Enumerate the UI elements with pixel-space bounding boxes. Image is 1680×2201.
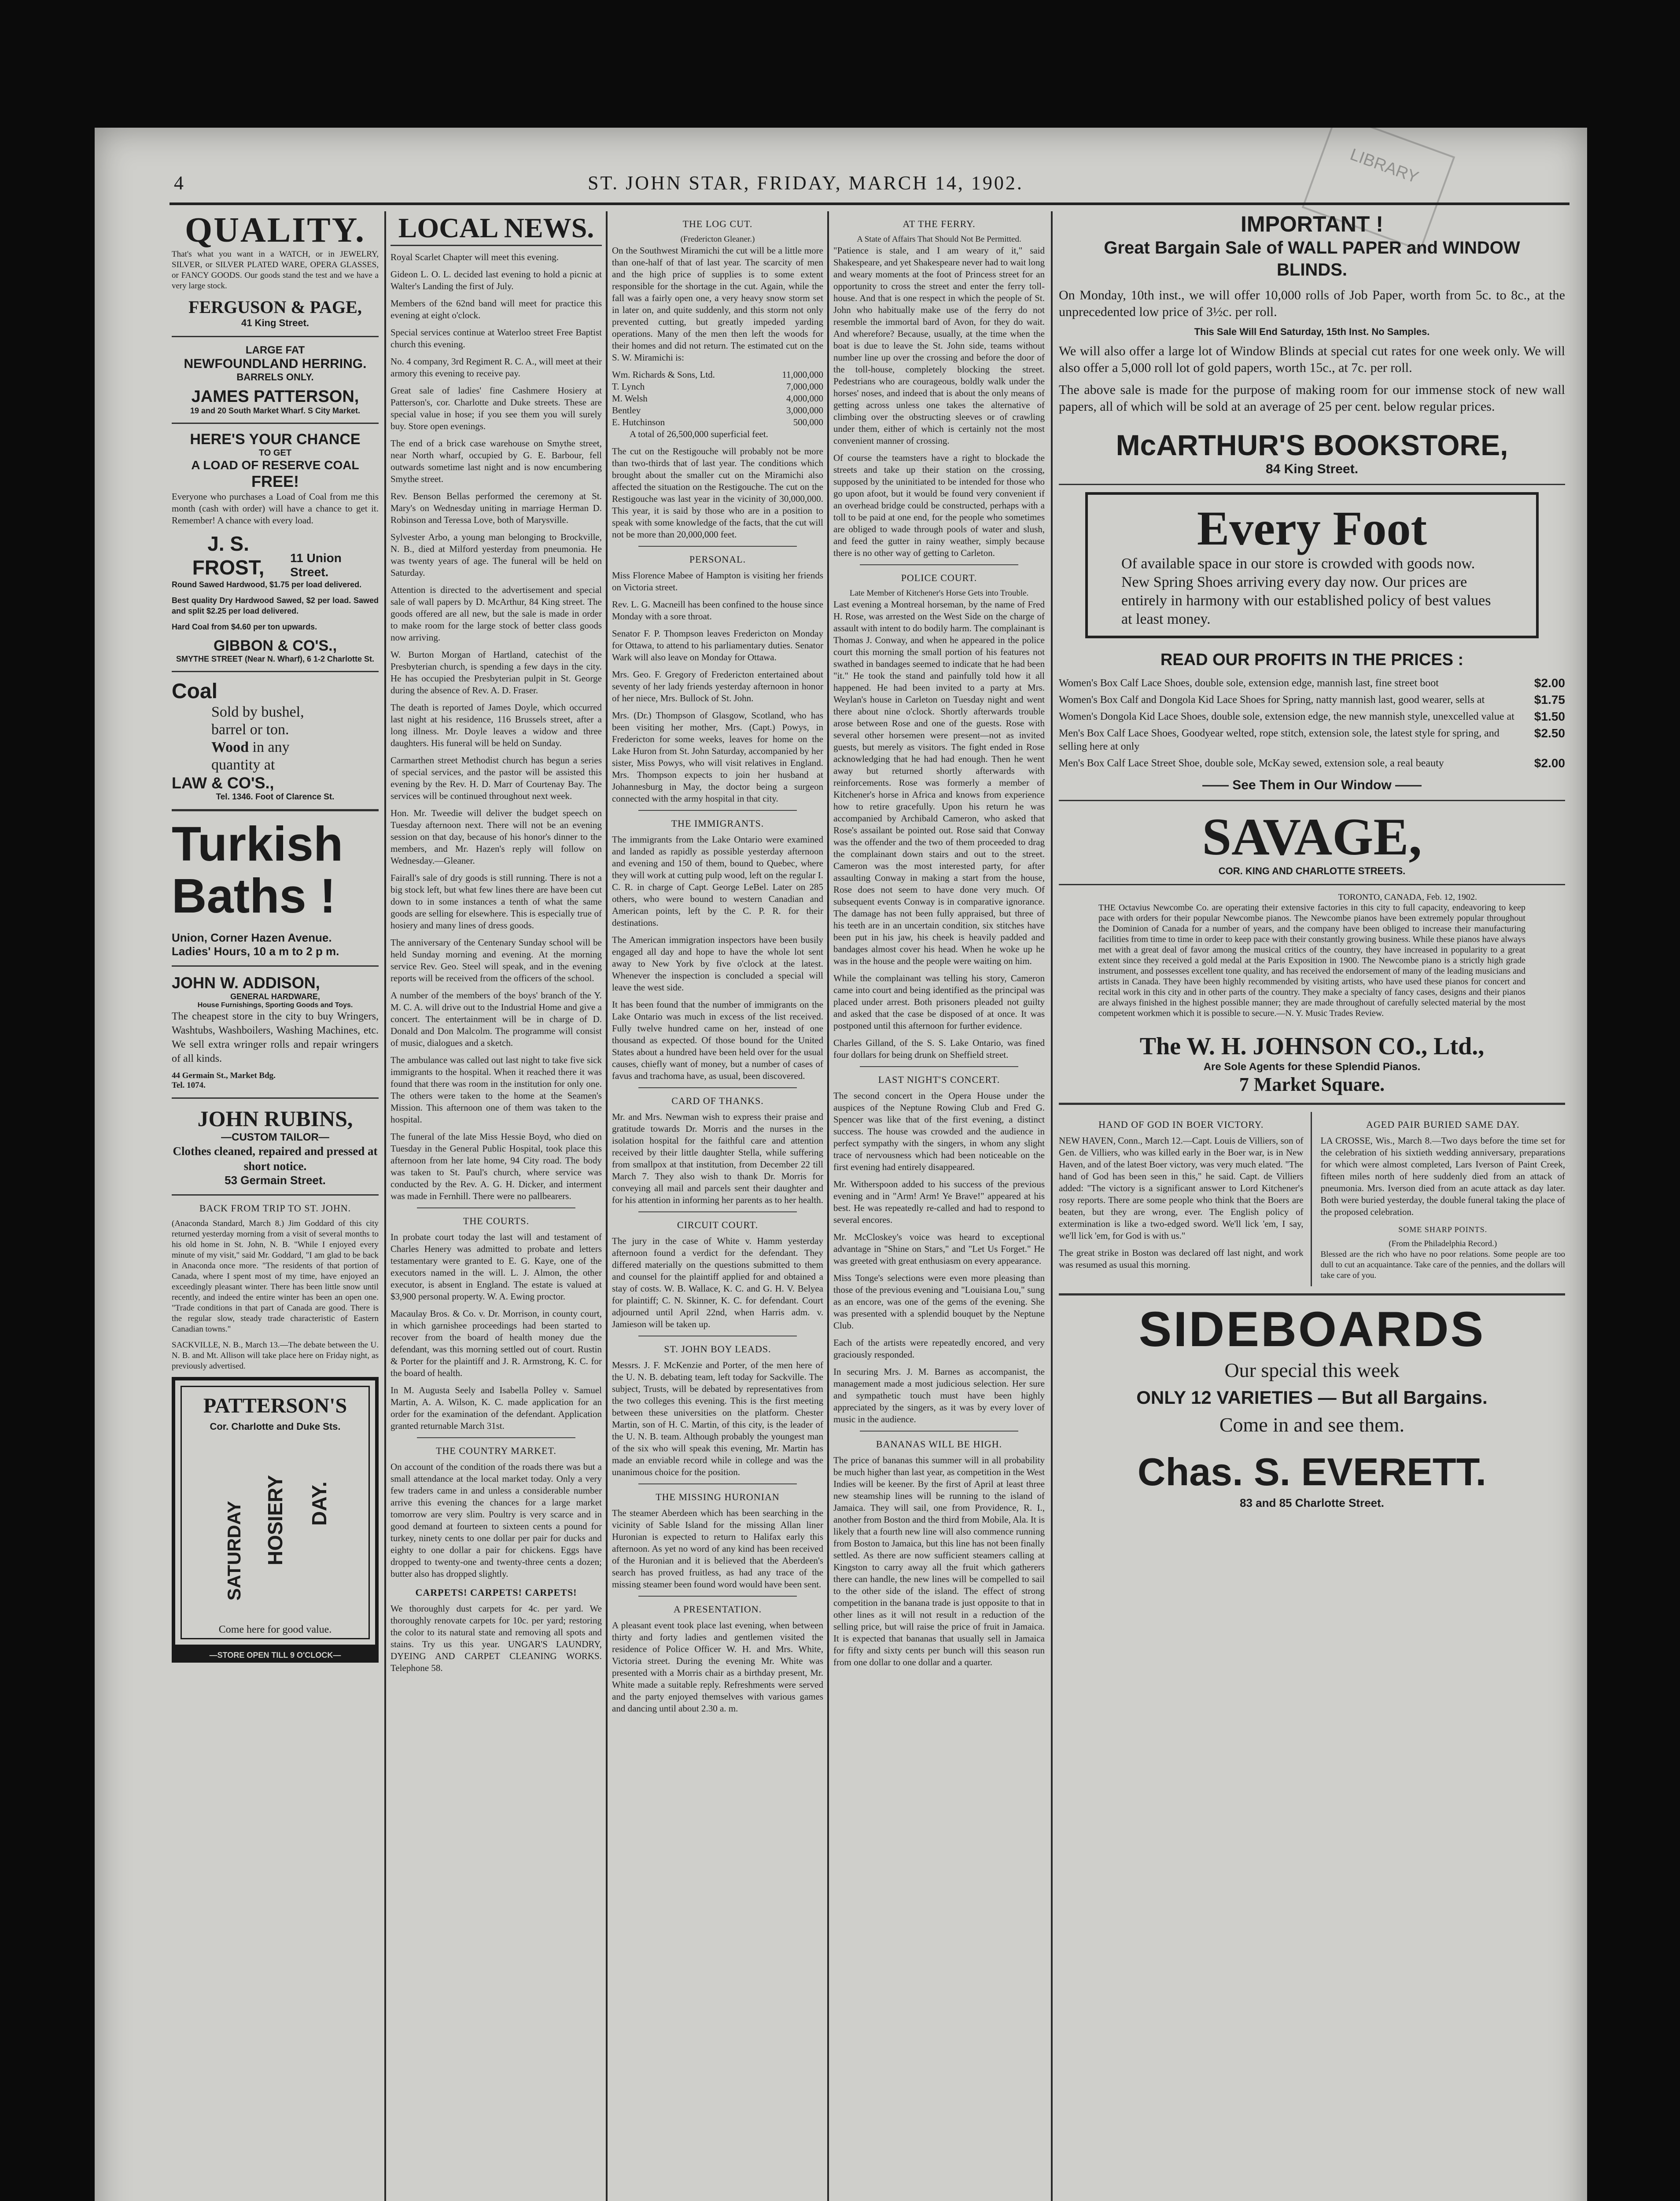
shoe-description: Women's Box Calf and Dongola Kid Lace Shoes for Spring, natty mannish last, good wearer, sells at xyxy=(1059,694,1485,706)
local-news-item: Rev. Benson Bellas performed the ceremony at St. Mary's on Wednesday uniting in marriage Herman D. Robinson and Teressa Love, both of Marysville. xyxy=(391,491,602,525)
local-news-heading: LOCAL NEWS. xyxy=(391,211,602,246)
column-3 xyxy=(612,211,823,2201)
james-patterson-firm: JAMES PATTERSON, xyxy=(191,387,359,406)
log-cut-text: On the Southwest Miramichi the cut will be a little more than one-half of that of last year. The scarcity of men and the high price of supplies is to some extent responsible for the shortage in the cut. Again, while the fall was a fairly open one, a very heavy snow storm set in later on, and quite suddenly, and this storm not only prevented cutting, but greatly impeded yarding operations. Many of the men then left the woods for their homes and did not return. The estimated cut on the S. W. Miramichi is: xyxy=(612,245,823,363)
local-news-item: Members of the 62nd band will meet for practice this evening at eight o'clock. xyxy=(391,298,602,320)
police-item: While the complainant was telling his story, Cameron came into court and being identified as the principal was placed under arrest. Both prisoners pleaded not guilty and asked that the case be disposed of at once. It was postponed until this afternoon for further evidence. xyxy=(833,973,1045,1031)
important-p3: We will also offer a large lot of Window Blinds at special cut rates for one week only. We will also offer a 5,000 roll lot of gold papers, worth 15c., at 7c. per roll. xyxy=(1059,344,1565,375)
coal-line4: in any xyxy=(252,739,290,755)
circuit-court-heading: CIRCUIT COURT. xyxy=(677,1219,759,1230)
log-cut-value: 3,000,000 xyxy=(786,405,823,416)
log-cut-total: A total of 26,500,000 superficial feet. xyxy=(630,429,768,439)
addison-text: The cheapest store in the city to buy Wringers, Washtubs, Washboilers, Washing Machines, etc. We sell extra wringer rolls and repair wringers of all kinds. xyxy=(172,1011,379,1064)
shoe-description: Women's Box Calf Lace Shoes, double sole, extension edge, mannish last, fine street boot xyxy=(1059,677,1439,689)
local-news-item: Sylvester Arbo, a young man belonging to Brockville, N. B., died at Milford yesterday from pneumonia. He was twenty years of age. The funeral will be held on Saturday. xyxy=(391,532,602,578)
concert-item: Each of the artists were repeatedly encored, and very graciously responded. xyxy=(833,1337,1045,1360)
js-frost-firm: J. S. FROST, xyxy=(192,532,265,579)
local-news-item: A number of the members of the boys' branch of the Y. M. C. A. will drive out to the Industrial Home and give a concert. The entertainment will be in charge of D. Donald and Don Malcolm. The programme will consist of music, dialogues and a sketch. xyxy=(391,990,602,1048)
log-cut-name: Bentley xyxy=(612,405,641,416)
sideboards-line3: Come in and see them. xyxy=(1219,1413,1405,1436)
local-news-item: W. Burton Morgan of Hartland, catechist of the Presbyterian church, is spending a few days in the city. He has occupied the Presbyterian pulpit in St. George during the absence of Rev. A. D. Fraser. xyxy=(391,649,602,696)
log-cut-value: 500,000 xyxy=(793,417,823,427)
divider xyxy=(1059,1103,1565,1105)
newspaper-title: ST. JOHN STAR, FRIDAY, MARCH 14, 1902. xyxy=(588,172,1024,194)
divider xyxy=(860,1431,1018,1432)
police-court-sub: Late Member of Kitchener's Horse Gets into Trouble. xyxy=(849,589,1029,598)
back-from-trip-heading: BACK FROM TRIP TO ST. JOHN. xyxy=(199,1203,351,1214)
every-foot-ad xyxy=(1085,492,1539,638)
local-news-item: Fairall's sale of dry goods is still running. There is not a big stock left, but what few lines there are have been cut down to in some instances a tenth of what the same goods are selling for elsewhere. This is especially true of hosiery and many lines of dress goods. xyxy=(391,872,602,931)
immigrants-item: The immigrants from the Lake Ontario were examined and landed as rapidly as possible yesterday afternoon and evening and 150 of them, bound to Quebec, where they will work at cutting pulp wood, left on the regular I. C. R. in charge of Capt. George LeBel. Later on 285 others, who were bound to western Canadian and American points, left by the C. P. R. for their destinations. xyxy=(612,834,823,928)
addison-tel: Tel. 1074. xyxy=(172,1081,206,1090)
sideboards-heading: SIDEBOARDS xyxy=(1138,1302,1485,1357)
police-item: Last evening a Montreal horseman, by the name of Fred H. Rose, was arrested on the West Side on the charge of assault with intent to do bodily harm. The complainant is Thomas J. Conway, and when he appeared in the police court this morning the small portion of his features not swathed in bandages seemed to indicate that he had been "it." He took the stand and painfully told how it all happened. He had been invited to a party at Mrs. Weylan's house in Carleton on Tuesday night and went there about nine o'clock. Shortly afterwards trouble arose between Rose and one of the guests. Rose with several other horsemen were present—not as invited guests, but merely as visitors. The fight ended in Rose acknowledging that he had had enough. Then he went away but returned shortly afterwards with reinforcements. Rose was formerly a member of Kitchener's horse in Africa and knows from experience how to retire gracefully. Upon his return he was accompanied by Archibald Cameron, who asked that Rose's assailant be pointed out. Rose said that Conway was the offender and the two of them proceeded to drag the complainant down stairs and out to the street. Cameron was the most interested party, for after assaulting Conway in making a start from the house, Rose does not seem to have done very much. Of subsequent events Conway is in comparative ignorance. The damage has not been fully appraised, but three of his teeth are in an uncertain condition, six stitches have been put in his jaw, his cheek is heavily padded and bandages almost cover his head. When he woke up he was in the house and the people were waiting on him. xyxy=(833,599,1045,966)
personal-item: Mrs. Geo. F. Gregory of Fredericton entertained about seventy of her lady friends yesterday afternoon in honor of her niece, Mrs. Bullock of St. John. xyxy=(612,669,823,703)
addison-sub: GENERAL HARDWARE, xyxy=(230,992,320,1001)
coal-line5: quantity at xyxy=(211,757,275,773)
chance-line2: A LOAD OF RESERVE COAL xyxy=(191,458,359,472)
column-divider xyxy=(606,211,608,2201)
shoe-price-row xyxy=(1059,677,1565,690)
divider xyxy=(1059,884,1565,885)
masthead-rule xyxy=(169,202,1569,205)
gibbon-firm: GIBBON & CO'S., xyxy=(213,637,337,654)
log-cut-value: 7,000,000 xyxy=(786,381,823,392)
piano-text: THE Octavius Newcombe Co. are operating their extensive factories in this city to full capacity, endeavoring to keep pace with orders for their popular Newcombe pianos. The Newcombe pianos have been extremely popular throughout the Dominion of Canada for a number of years, and the company have been obliged to increase their manufacturing facilities from time to time in order to keep pace with their constantly growing business. While these pianos have always met with a great deal of favor among the musical critics of the country, they have increased in popularity to a great extent since they received a gold medal at the Paris Exposition in 1900. The Newcombe piano is a strictly high grade instrument, and possesses excellent tone quality, and has received the endorsement of many of the leading musicians and artists in Canada. They have been highly recommended by visiting artists, who have used these pianos for concert and recital work in this city and in other parts of the country. They make a specialty of fancy cases, designs and their pianos are always finished in the highest possible manner; they are made throughout of carefully selected material by the most competent workmen which it is possible to secure.—N. Y. Music Trades Review. xyxy=(1098,903,1525,1018)
rubins-sub: —CUSTOM TAILOR— xyxy=(221,1131,329,1143)
everett-address: 83 and 85 Charlotte Street. xyxy=(1240,1496,1384,1509)
coal-line2: barrel or ton. xyxy=(211,721,289,738)
sharp-points-text: Blessed are the rich who have no poor relations. Some people are too dull to cut an acquaintance. Take care of the pennies, and the dollars will take care of you. xyxy=(1320,1250,1565,1280)
circuit-court-text: The jury in the case of White v. Hamm yesterday afternoon found a verdict for the defendant. They differed materially on the questions submitted to them and counsel for the plaintiff applied for and obtained a stay of costs. W. B. Wallace, K. C. and G. H. V. Belyea for plaintiff; C. N. Skinner, K. C. for defendant. Court adjourned until April 22nd, when Harris adm. v. Jamieson will be taken up. xyxy=(612,1236,823,1329)
divider xyxy=(638,810,797,811)
important-p4: The above sale is made for the purpose of making room for our immense stock of new wall papers, all of which will be sold at an average of 25 per cent. below regular prices. xyxy=(1059,383,1565,414)
divider xyxy=(638,1211,797,1212)
chance-line1: TO GET xyxy=(258,448,292,458)
divider xyxy=(638,1483,797,1484)
shoe-price: $2.00 xyxy=(1534,676,1565,690)
important-heading: IMPORTANT ! xyxy=(1240,212,1384,236)
shoe-price-list xyxy=(1059,677,1565,770)
js-frost-address: 11 Union Street. xyxy=(290,551,342,579)
log-cut-table xyxy=(612,369,823,428)
sideboards-line1: Our special this week xyxy=(1224,1359,1400,1381)
every-foot-heading: Every Foot xyxy=(1197,501,1427,555)
local-news-item: Gideon L. O. L. decided last evening to hold a picnic at Walter's Landing the first of July. xyxy=(391,269,602,291)
mcarthur-address: 84 King Street. xyxy=(1265,462,1359,476)
log-cut-name: E. Hutchinson xyxy=(612,417,665,427)
sackville-text: SACKVILLE, N. B., March 13.—The debate between the U. N. B. and Mt. Allison will take place here on Friday night, as previously advertised. xyxy=(172,1340,379,1371)
immigrants-item: The American immigration inspectors have been busily engaged all day and hope to have the whole lot sent away to New York by five o'clock at the latest. Whenever the inspection is concluded a special will leave the west side. xyxy=(612,935,823,993)
coal-heading: Coal xyxy=(172,680,218,703)
masthead xyxy=(95,172,1587,198)
every-foot-text: Of available space in our store is crowded with goods now. New Spring Shoes arriving every day now. Our prices are entirely in harmony with our established policy of best values at least money. xyxy=(1121,556,1491,627)
johnson-firm: The W. H. JOHNSON CO., Ltd., xyxy=(1139,1033,1485,1060)
courts-heading: THE COURTS. xyxy=(463,1215,530,1226)
log-cut-row xyxy=(612,381,823,393)
coal-lines xyxy=(172,703,379,774)
rubins-address: 53 Germain Street. xyxy=(225,1174,326,1187)
divider xyxy=(417,1437,575,1438)
back-from-trip-text: (Anaconda Standard, March 8.) Jim Goddard of this city returned yesterday morning from a visit of several months to his old home in St. John, N. B. "While I enjoyed every minute of my visit," said Mr. Goddard, "I am glad to be back in Anaconda once more. "The residents of that portion of Canada, where I spent most of my time, have enjoyed an exceedingly pleasant winter. There has been little snow until recently, and indeed the entire winter has been an open one. "Trade conditions in that part of Canada are good. There is the regular slow, steady trade characteristic of Eastern Canadian towns." xyxy=(172,1219,379,1334)
divider xyxy=(1059,484,1565,485)
pattersons-address: Cor. Charlotte and Duke Sts. xyxy=(210,1421,341,1432)
rubins-text: Clothes cleaned, repaired and pressed at short notice. xyxy=(173,1145,378,1173)
addison-firm: JOHN W. ADDISON, xyxy=(172,974,320,992)
local-news-item: The end of a brick case warehouse on Smythe street, near North wharf, occupied by G. E. Barbour, fell outwards sometime last night and is now encumbering Smythe street. xyxy=(391,438,602,484)
shoe-price-row xyxy=(1059,757,1565,770)
coal-line1: Sold by bushel, xyxy=(211,704,304,720)
huronian-heading: THE MISSING HURONIAN xyxy=(656,1491,780,1502)
log-cut-row xyxy=(612,369,823,381)
st-john-boy-heading: ST. JOHN BOY LEADS. xyxy=(664,1343,771,1354)
divider xyxy=(638,1087,797,1088)
hand-of-god-text: NEW HAVEN, Conn., March 12.—Capt. Louis de Villiers, son of Gen. de Villiers, who was killed early in the Boer war, is in New Haven, and of the latest Boer victory, was very much elated. "The hand of God has been seen in this," he said. Capt. de Villiers added: "The victory is a significant answer to Lord Kitchener's rosy reports. There are some people who think that the Boers are beaten, but they are wrong, ever. The English policy of extermination is like a two-edged sword. We'll lick 'em, I say, we'll lick 'em, for God is with us." xyxy=(1059,1135,1304,1241)
pattersons-hosiery-ad xyxy=(172,1377,379,1648)
concert-list xyxy=(833,1090,1045,1425)
news-pair xyxy=(1059,1112,1565,1286)
aged-pair-column xyxy=(1321,1112,1566,1286)
huronian-text: The steamer Aberdeen which has been searching in the vicinity of Sable Island for the missing Allan liner Huronian is expected to return to Halifax early this afternoon. As yet no word of any kind has been received of the Huronian and it is believed that the Aberdeen's search has proved fruitless, as had any trace of the missing steamer been found word would have been sent. xyxy=(612,1508,823,1590)
log-cut-text-2: The cut on the Restigouche will probably not be more than two-thirds that of last year. The conditions which brought about the smaller cut on the Miramichi also affected the situation on the Restigouche. The cut on the Restigouche was last year in the vicinity of 30,000,000. This year, it is said by those who are in a position to speak with some knowledge of the facts, that the cut will not be more than 20,000,000 feet. xyxy=(612,446,823,540)
divider xyxy=(417,1207,575,1208)
savage-heading: SAVAGE, xyxy=(1202,807,1422,866)
local-news-item: Special services continue at Waterloo street Free Baptist church this evening. xyxy=(391,327,602,350)
herring-line1: LARGE FAT xyxy=(245,344,305,356)
log-cut-value: 4,000,000 xyxy=(786,393,823,404)
log-cut-name: T. Lynch xyxy=(612,381,645,392)
log-cut-heading: THE LOG CUT. xyxy=(682,218,753,229)
law-co-address: Tel. 1346. Foot of Clarence St. xyxy=(216,792,335,802)
local-news-item: Carmarthen street Methodist church has begun a series of special services, and the pastor will be assisted this evening by the Rev. H. D. Marr of Courtenay Bay. The services will be continued throughout next week. xyxy=(391,755,602,801)
see-window: —— See Them in Our Window —— xyxy=(1202,778,1422,792)
personal-item: Miss Florence Mabee of Hampton is visiting her friends on Victoria street. xyxy=(612,570,823,593)
quality-heading: QUALITY. xyxy=(184,211,366,250)
divider xyxy=(1059,1293,1565,1296)
courts-list xyxy=(391,1231,602,1432)
rubins-firm: JOHN RUBINS, xyxy=(197,1106,353,1131)
column-divider xyxy=(1051,211,1053,2201)
local-news-item: No. 4 company, 3rd Regiment R. C. A., will meet at their armory this evening to receive pay. xyxy=(391,356,602,379)
divider xyxy=(1059,800,1565,801)
carpets-heading: CARPETS! CARPETS! CARPETS! xyxy=(415,1587,577,1598)
log-cut-row xyxy=(612,393,823,405)
country-market-heading: THE COUNTRY MARKET. xyxy=(436,1445,556,1456)
day-vertical: DAY. xyxy=(308,1481,331,1526)
concert-item: The second concert in the Opera House under the auspices of the Neptune Rowing Club and Fred G. Spencer was like that of the first evening, a distinct success. The house was crowded and the audience in perfect sympathy with the singers, in whom any slight trace of nervousness which had been noticeable on the first evening had entirely disappeared. xyxy=(833,1090,1045,1172)
frost-item-1: Round Sawed Hardwood, $1.75 per load delivered. xyxy=(172,580,362,589)
concert-item: Mr. Witherspoon added to his success of the previous evening and in "Arm! Arm! Ye Brave!" appeared at his best. He was repeatedly re-called and had to respond to several encores. xyxy=(833,1179,1045,1225)
sideboards-line2: ONLY 12 VARIETIES — But all Bargains. xyxy=(1136,1387,1488,1408)
gibbon-address: SMYTHE STREET (Near N. Wharf), 6 1-2 Charlotte St. xyxy=(176,655,375,663)
pattersons-come: Come here for good value. xyxy=(218,1624,332,1635)
sharp-points-heading: SOME SHARP POINTS. xyxy=(1398,1225,1488,1234)
aged-pair-text: LA CROSSE, Wis., March 8.—Two days before the time set for the celebration of his sixtieth wedding anniversary, preparations for which were almost completed, Lars Iverson of Paint Creek, fifteen miles north of here suddenly died from an attack of pneumonia. Mrs. Iverson died from an acute attack as day later. Both were buried yesterday, the double funeral taking the place of the proposed celebration. xyxy=(1320,1135,1565,1217)
shoe-description: Men's Box Calf Lace Street Shoe, double sole, McKay sewed, extension sole, a real beauty xyxy=(1059,758,1444,769)
police-list xyxy=(833,599,1045,1061)
chance-text: Everyone who purchases a Load of Coal from me this month (cash with order) will have a chance to get it. Remember! A chance with every load. xyxy=(172,491,379,526)
mcarthur-firm: McARTHUR'S BOOKSTORE, xyxy=(1116,429,1508,461)
chance-line3: FREE! xyxy=(251,472,299,490)
log-cut-name: Wm. Richards & Sons, Ltd. xyxy=(612,369,715,380)
chance-heading: HERE'S YOUR CHANCE xyxy=(190,431,361,448)
immigrants-heading: THE IMMIGRANTS. xyxy=(671,818,764,829)
herring-line2: NEWFOUNDLAND HERRING. xyxy=(184,357,367,371)
herring-line3: BARRELS ONLY. xyxy=(236,372,314,383)
newspaper-page xyxy=(95,128,1587,2201)
savage-address: COR. KING AND CHARLOTTE STREETS. xyxy=(1218,865,1406,876)
local-news-item: Hon. Mr. Tweedie will deliver the budget speech on Tuesday afternoon next. There will not be an evening session on that day, because of his honor's dinner to the members, and Mr. Hazen's reply will follow on Wednesday.—Gleaner. xyxy=(391,808,602,866)
shoe-price: $2.00 xyxy=(1534,756,1565,770)
divider xyxy=(172,671,379,672)
divider xyxy=(860,1066,1018,1067)
divider xyxy=(638,1596,797,1597)
frost-item-2: Best quality Dry Hardwood Sawed, $2 per load. Sawed and split $2.25 per load delivered. xyxy=(172,596,379,615)
sharp-points-sub: (From the Philadelphia Record.) xyxy=(1389,1239,1497,1248)
column-divider xyxy=(827,211,829,2201)
shoe-description: Men's Box Calf Lace Shoes, Goodyear welted, rope stitch, extension sole, the latest style for spring, and selling here at only xyxy=(1059,728,1499,752)
hand-of-god-heading: HAND OF GOD IN BOER VICTORY. xyxy=(1098,1119,1264,1130)
column-1 xyxy=(172,211,379,2201)
presentation-text: A pleasant event took place last evening, when between thirty and forty ladies and gentlemen visited the residence of Police Officer W. H. and Mrs. White, Victoria street. During the evening Mr. White was presented with a Morris chair as a birthday present, Mr. White made a suitable reply. Refreshments were served and the party enjoyed themselves with various games and dancing until about 2.30 a. m. xyxy=(612,1620,823,1714)
page-number: 4 xyxy=(174,172,185,194)
bananas-text: The price of bananas this summer will in all probability be much higher than last year, as competition in the West Indies will be keener. By the first of April at least three new steamship lines will be running to the island of Jamaica. They will sail, one from Providence, R. I., another from Boston and the third from Mobile, Ala. It is likely that a fourth new line will also commence running from Boston to Jamaica, but this line has not been finally settled. As there are now sufficient steamers calling at Kingston to carry away all the fruit which gatherers there can handle, the new lines will be compelled to sail to the other side of the island. The effect of strong competition in the banana trade is just opposite to that in other lines as it will not result in a reduction of the selling price, but will raise the price of fruit in Jamaica. It is expected that bananas that usually sell in Jamaica for fifty and sixty cents per bunch will this season run from one dollar to one dollar and a quarter. xyxy=(833,1455,1045,1667)
james-patterson-address: 19 and 20 South Market Wharf. S City Market. xyxy=(190,406,361,415)
concert-item: In securing Mrs. J. M. Barnes as accompanist, the management made a most judicious selection. Her sure and sympathetic touch must have been highly appreciated by the singers, as it was by every lover of music in the audience. xyxy=(833,1366,1045,1424)
log-cut-name: M. Welsh xyxy=(612,393,648,404)
divider xyxy=(172,336,379,337)
everett-firm: Chas. S. EVERETT. xyxy=(1137,1450,1487,1494)
addison-sub2: House Furnishings, Sporting Goods and Toys. xyxy=(197,1001,353,1009)
column-4 xyxy=(833,211,1045,2201)
personal-item: Senator F. P. Thompson leaves Fredericton on Monday for Ottawa, to attend to his parliamentary duties. Senator Wark will also leave on Monday for Ottawa. xyxy=(612,628,823,663)
country-market-text: On account of the condition of the roads there was but a small attendance at the local market today. Only a very few traders came in and unless a considerable number arrive this evening the chances for a large market tomorrow are very slim. Poultry is very scarce and in good demand at fourteen to sixteen cents a pound for turkey, ninety cents to one dollar per pair for ducks and eighty to one dollar a pair for chickens. Eggs have dropped to twenty-one and twenty-three cents a dozen; butter also has dropped slightly. xyxy=(391,1461,602,1579)
baths-hours: Ladies' Hours, 10 a m to 2 p m. xyxy=(172,945,339,958)
concert-item: Miss Tonge's selections were even more pleasing than those of the previous evening and "Louisiana Lou," sung as an encore, was one of the gems of the evening. She was presented with a splendid bouquet by the Neptune Club. xyxy=(833,1273,1045,1331)
turkish-heading: Turkish xyxy=(172,817,343,871)
local-news-item: The death is reported of James Doyle, which occurred last night at his residence, 116 Brussels street, after a long illness. Mr. Doyle leaves a widow and three daughters. His funeral will be held on Sunday. xyxy=(391,702,602,748)
divider xyxy=(172,965,379,967)
concert-item: Mr. McCloskey's voice was heard to exceptional advantage in "Shine on Stars," and "Let Us Forget." He was greeted with great enthusiasm on every appearance. xyxy=(833,1232,1045,1266)
concert-heading: LAST NIGHT'S CONCERT. xyxy=(878,1074,1000,1085)
library-stamp: LIBRARY xyxy=(1302,128,1455,251)
local-news-list xyxy=(391,251,602,1202)
shoe-price-row xyxy=(1059,693,1565,707)
pattersons-open: —STORE OPEN TILL 9 O'CLOCK— xyxy=(172,1648,379,1663)
johnson-sub: Are Sole Agents for these Splendid Pianos. xyxy=(1203,1061,1421,1073)
police-court-heading: POLICE COURT. xyxy=(901,572,977,583)
important-p1: On Monday, 10th inst., we will offer 10,000 rolls of Job Paper, worth from 5c. to 8c., at the unprecedented low price of 3½c. per roll. xyxy=(1059,288,1565,319)
card-of-thanks-heading: CARD OF THANKS. xyxy=(671,1095,764,1106)
ferry-item: Of course the teamsters have a right to blockade the streets and take up their station on the crossing, supposed by the uninitiated to be intended for those who go upon afoot, but it would be found very convenient if an overhead bridge could be constructed, perhaps with a toll to be paid at one end, for the people who sometimes are obliged to wade through pools of water and slush, and feed the gutter in rainy weather, simply because there is no other way of getting to Carleton. xyxy=(833,453,1045,558)
divider xyxy=(172,1097,379,1099)
johnson-address: 7 Market Square. xyxy=(1239,1074,1385,1095)
column-2 xyxy=(391,211,602,2201)
shoe-description: Women's Dongola Kid Lace Shoes, double sole, extension edge, the new mannish style, unexcelled value at xyxy=(1059,711,1514,722)
local-news-item: Attention is directed to the advertisement and special sale of wall papers by D. McArthur, 84 King street. The goods offered are all new, but the sale is made in order to make room for the large stock of better class goods now arriving. xyxy=(391,585,602,643)
piano-dateline: TORONTO, CANADA, Feb. 12, 1902. xyxy=(1338,892,1477,902)
shoe-price: $2.50 xyxy=(1534,726,1565,740)
personal-item: Mrs. (Dr.) Thompson of Glasgow, Scotland, who has been visiting her mother, Mrs. (Capt.) Powys, in Fredericton for some weeks, leaves for home on the Lake Huron from St. John Saturday, accompanied by her sister, Miss Powys, who will visit relatives in England. Mrs. Thompson expects to join her husband at Johannesburg in May, the doctor being a surgeon connected with the army hospital in that city. xyxy=(612,710,823,804)
ferguson-page-address: 41 King Street. xyxy=(241,317,309,328)
immigrants-list xyxy=(612,834,823,1082)
ferry-sub: A State of Affairs That Should Not Be Permitted. xyxy=(857,235,1021,244)
divider xyxy=(638,546,797,547)
carpets-text: We thoroughly dust carpets for 4c. per yard. We thoroughly renovate carpets for 10c. per yard; restoring the color to its natural state and removing all spots and stains. Try us this year. UNGAR'S LAUNDRY, DYEING AND CARPET CLEANING WORKS. Telephone 58. xyxy=(391,1603,602,1673)
divider xyxy=(172,809,379,811)
courts-item: In M. Augusta Seely and Isabella Polley v. Samuel Martin, A. A. Wilson, K. C. made application for an order for the examination of the defendant. Application granted returnable March 31st. xyxy=(391,1385,602,1431)
saturday-vertical: SATURDAY xyxy=(224,1501,244,1601)
courts-item: Macaulay Bros. & Co. v. Dr. Morrison, in county court, in which garnishee proceedings had been started to recover from the board of health money due the defendant, was this morning settled out of court. Rustin & Porter for the plaintiff and J. R. Armstrong, K. C. for the board of health. xyxy=(391,1308,602,1378)
boston-strike-text: The great strike in Boston was declared off last night, and work was resumed as usual this morning. xyxy=(1059,1248,1304,1270)
personal-item: Rev. L. G. Macneill has been confined to the house since Monday with a sore throat. xyxy=(612,599,823,622)
important-sub: Great Bargain Sale of WALL PAPER and WINDOW BLINDS. xyxy=(1104,238,1520,280)
hand-of-god-column xyxy=(1059,1112,1312,1286)
law-co-firm: LAW & CO'S., xyxy=(172,774,274,792)
baths-address: Union, Corner Hazen Avenue. xyxy=(172,931,332,944)
shoe-price: $1.75 xyxy=(1534,693,1565,707)
ferry-item: "Patience is stale, and I am weary of it," said Shakespeare, and yet Shakespeare never had to wait long and weary moments at the foot of Princess street for an opportunity to cross the street and enter the ferry toll-house. And that is one respect in which the people of St. John who habitually make use of the ferry do not resemble the immortal bard of Avon, for they do wait. And wherefore? Because, usually, at the time when the boat is due to leave the St. John side, teams without number line up over the crossing and before the door of the toll-house, completely blocking the street. Pedestrians who are courageous, boldly walk under the horses' noses, and indeed that is about the only means of getting across unless one takes the alternative of climbing over the obstructing sleeves or of crawling under them, either of which is certainly not the most convenient manner of crossing. xyxy=(833,245,1045,446)
important-p2: This Sale Will End Saturday, 15th Inst. No Samples. xyxy=(1194,326,1430,337)
immigrants-item: It has been found that the number of immigrants on the Lake Ontario was much in excess of the list received. Fully twelve hundred came on her, instead of one thousand as expected. Of those bound for the United States about a hundred have been held over for the usual causes, chiefly want of money, but a number of cases of favus and trachoma have, as usual, been discovered. xyxy=(612,999,823,1081)
ferguson-page-firm: FERGUSON & PAGE, xyxy=(188,297,362,317)
coal-line3: Wood xyxy=(211,739,249,755)
presentation-heading: A PRESENTATION. xyxy=(673,1604,762,1615)
frost-item-3: Hard Coal from $4.60 per ton upwards. xyxy=(172,622,317,631)
profits-heading: READ OUR PROFITS IN THE PRICES : xyxy=(1160,651,1464,669)
quality-text: That's what you want in a WATCH, or in JEWELRY, SILVER, or SILVER PLATED WARE, OPERA GLASSES, or FANCY GOODS. Our goods stand the test and we have a very large stock. xyxy=(172,250,379,291)
column-divider xyxy=(384,211,386,2201)
pattersons-firm: PATTERSON'S xyxy=(203,1394,347,1417)
personal-heading: PERSONAL. xyxy=(689,554,746,565)
addison-address: 44 Germain St., Market Bdg. xyxy=(172,1071,276,1080)
log-cut-sub: (Fredericton Gleaner.) xyxy=(680,235,755,244)
divider xyxy=(172,1194,379,1196)
log-cut-row xyxy=(612,405,823,416)
personal-list xyxy=(612,570,823,805)
local-news-item: Royal Scarlet Chapter will meet this evening. xyxy=(391,252,559,262)
bananas-heading: BANANAS WILL BE HIGH. xyxy=(876,1439,1002,1450)
local-news-item: The ambulance was called out last night to take five sick immigrants to the hospital. When it reached there it was found that there was room in the institution for only one. The others were taken to the home at the Seamen's Mission. This afternoon one of them was taken to the hospital. xyxy=(391,1055,602,1125)
shoe-price-row xyxy=(1059,727,1565,753)
divider xyxy=(172,423,379,424)
local-news-item: Great sale of ladies' fine Cashmere Hosiery at Patterson's, cor. Charlotte and Duke streets. These are special value in hose; if you see them you will surely buy. Store open evenings. xyxy=(391,385,602,431)
column-5 xyxy=(1059,211,1565,2201)
local-news-item: The funeral of the late Miss Hessie Boyd, who died on Tuesday in the General Public Hospital, took place this afternoon from her late home, 94 City road. The body was taken to St. Paul's church, where service was conducted by the Rev. A. G. H. Dicker, and interment was made in Fernhill. There were no pallbearers. xyxy=(391,1131,602,1201)
ferry-list xyxy=(833,245,1045,559)
police-item: Charles Gilland, of the S. S. Lake Ontario, was fined four dollars for being drunk on Sheffield street. xyxy=(833,1038,1045,1060)
hosiery-vertical: HOSIERY xyxy=(264,1475,287,1565)
divider xyxy=(860,564,1018,565)
card-of-thanks-text: Mr. and Mrs. Newman wish to express their praise and gratitude towards Dr. Morris and the nurses in the isolation hospital for the faithful care and attention received by their little daughter Stella, while suffering from smallpox at that institution, from December 22 till March 7. They also wish to thank Dr. Morris for conveying all mail and parcels sent their daughter and for his attention in informing her parents as to her health. xyxy=(612,1112,823,1205)
ferry-heading: AT THE FERRY. xyxy=(903,218,976,229)
shoe-price-row xyxy=(1059,710,1565,723)
st-john-boy-text: Messrs. J. F. McKenzie and Porter, of the men here of the U. N. B. debating team, left today for Sackville. The subject, Trusts, will be debated by representatives from the two colleges this evening. This is the first meeting between these universities on the platform. Chester Martin, son of H. C. Martin, of this city, is the leader of the U. N. B. team. Although probably the youngest man of the six who will speak this evening, Mr. Martin has made an enviable record while in college and was the unanimous choice for the position. xyxy=(612,1360,823,1477)
baths-heading: Baths ! xyxy=(172,869,336,923)
local-news-item: The anniversary of the Centenary Sunday school will be held Sunday morning and evening. At the morning service Rev. Geo. Steel will speak, and in the evening reports will be received from the officers of the school. xyxy=(391,937,602,983)
log-cut-row xyxy=(612,416,823,428)
shoe-price: $1.50 xyxy=(1534,710,1565,723)
courts-item: In probate court today the last will and testament of Charles Henery was admitted to probate and letters testamentary were granted to E. G. Kaye, one of the executors named in the will. L. J. Almon, the other executor, is absent in England. The estate is valued at $3,900 personal property. W. A. Ewing proctor. xyxy=(391,1232,602,1302)
aged-pair-heading: AGED PAIR BURIED SAME DAY. xyxy=(1366,1119,1520,1130)
log-cut-value: 11,000,000 xyxy=(782,369,823,380)
